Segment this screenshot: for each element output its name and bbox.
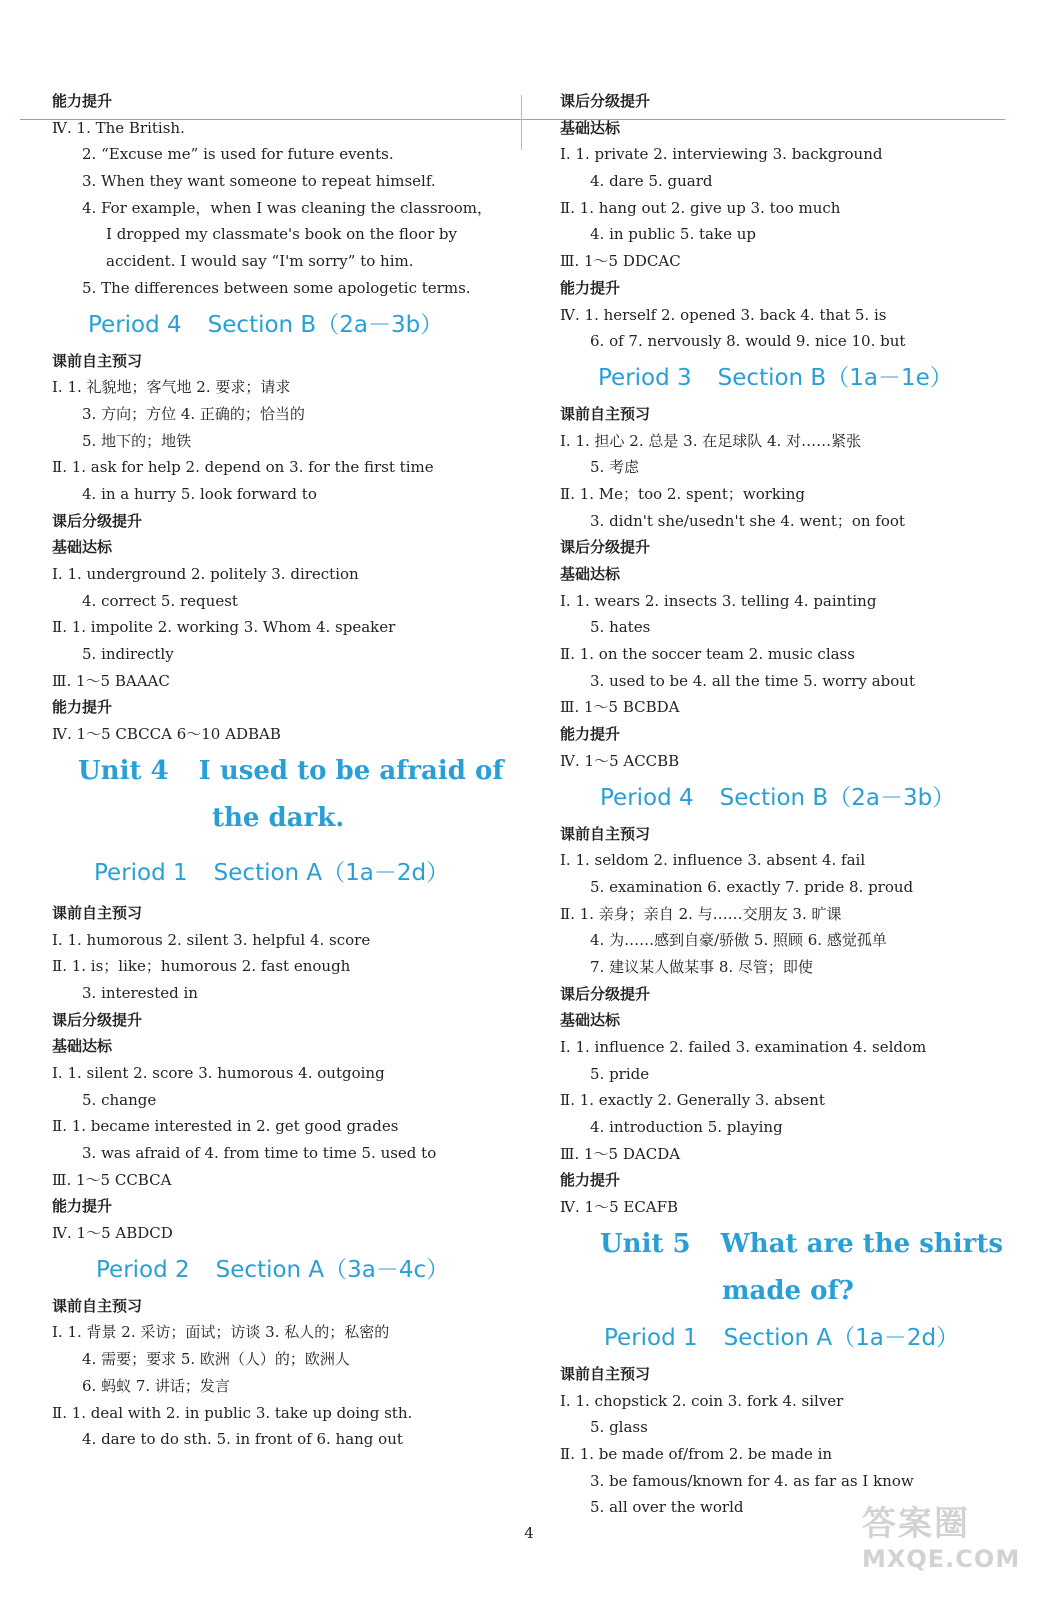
- heading-basic: 基础达标: [52, 1037, 113, 1056]
- answer-line: Ⅱ. 1. hang out 2. give up 3. too much: [560, 198, 841, 217]
- period-label: Period 2: [96, 1256, 190, 1283]
- answer-line: Ⅱ. 1. exactly 2. Generally 3. absent: [560, 1091, 825, 1110]
- answer-line: 7. 建议某人做某事 8. 尽管；即使: [590, 957, 813, 976]
- answer-line: 4. in a hurry 5. look forward to: [82, 484, 317, 503]
- answer-line: Ⅳ. 1～5 ABDCD: [52, 1224, 173, 1243]
- answer-line: 3. be famous/known for 4. as far as I know: [590, 1471, 914, 1490]
- unit-title: I used to be afraid of: [198, 755, 504, 786]
- unit-heading-cont: [52, 795, 492, 842]
- heading-preview: 课前自主预习: [560, 1364, 651, 1383]
- heading-after-class: 课后分级提升: [560, 92, 651, 110]
- answer-line: Ⅰ. 1. 担心 2. 总是 3. 在足球队 4. 对……紧张: [560, 431, 862, 450]
- section-label: Section B（2a－3b）: [719, 784, 956, 811]
- answer-line: Ⅰ. 1. private 2. interviewing 3. background: [560, 145, 883, 164]
- answer-line: 3. When they want someone to repeat himself.: [82, 172, 436, 191]
- watermark-logo: [862, 1496, 1042, 1596]
- unit-number: Unit 5: [600, 1228, 691, 1259]
- answer-line: Ⅳ. 1. The British.: [52, 118, 185, 137]
- heading-preview: 课前自主预习: [560, 404, 651, 423]
- answer-line: Ⅱ. 1. ask for help 2. depend on 3. for the first time: [52, 458, 434, 477]
- period-label: Period 1: [94, 859, 188, 886]
- answer-line: Ⅱ. 1. on the soccer team 2. music class: [560, 645, 855, 664]
- answer-line: 5. The differences between some apologetic terms.: [82, 278, 471, 297]
- period-heading: [560, 775, 1000, 821]
- answer-line: 3. didn't she/usedn't she 4. went；on foot: [590, 511, 905, 530]
- heading-preview: 课前自主预习: [52, 1296, 143, 1315]
- section-label: Section A（1a－2d）: [723, 1324, 960, 1351]
- period-heading: [560, 355, 1000, 401]
- heading-ability: 能力提升: [52, 92, 113, 110]
- answer-line: 5. 考虑: [590, 458, 640, 477]
- heading-ability: 能力提升: [52, 1197, 113, 1216]
- answer-line: Ⅰ. 1. wears 2. insects 3. telling 4. painting: [560, 591, 877, 610]
- answer-line: 6. of 7. nervously 8. would 9. nice 10. but: [590, 332, 906, 351]
- period-heading: [52, 302, 492, 348]
- answer-line: I dropped my classmate's book on the floor by: [106, 225, 458, 244]
- answer-line: Ⅳ. 1. herself 2. opened 3. back 4. that 5. is: [560, 305, 887, 324]
- answer-line: 6. 蚂蚁 7. 讲话；发言: [82, 1376, 230, 1395]
- answer-line: 5. 地下的；地铁: [82, 431, 192, 450]
- answer-line: 4. 为……感到自豪/骄傲 5. 照顾 6. 感觉孤单: [590, 931, 887, 950]
- answer-line: 4. For example，when I was cleaning the classroom，: [82, 198, 492, 217]
- answer-line: 4. 需要；要求 5. 欧洲（人）的；欧洲人: [82, 1350, 350, 1369]
- answer-line: Ⅱ. 1. impolite 2. working 3. Whom 4. speaker: [52, 618, 396, 637]
- unit-heading: [52, 748, 504, 795]
- period-label: Period 3: [598, 364, 692, 391]
- period-label: Period 4: [600, 784, 694, 811]
- answer-line: 4. in public 5. take up: [590, 225, 756, 244]
- heading-basic: 基础达标: [560, 1011, 621, 1030]
- left-column: [52, 88, 504, 1453]
- answer-line: 3. 方向；方位 4. 正确的；恰当的: [82, 404, 305, 423]
- heading-basic: 基础达标: [560, 565, 621, 583]
- unit-number: Unit 4: [78, 755, 169, 786]
- heading-preview: 课前自主预习: [560, 824, 651, 843]
- heading-preview: 课前自主预习: [52, 903, 143, 922]
- answer-line: 3. was afraid of 4. from time to time 5. used to: [82, 1144, 437, 1162]
- answer-line: 4. introduction 5. playing: [590, 1118, 783, 1137]
- heading-ability: 能力提升: [560, 1171, 621, 1190]
- unit-title: the dark.: [212, 802, 345, 833]
- answer-line: Ⅰ. 1. silent 2. score 3. humorous 4. outgoing: [52, 1063, 385, 1082]
- answer-line: 4. dare to do sth. 5. in front of 6. hang out: [82, 1430, 403, 1449]
- answer-line: 5. all over the world: [590, 1498, 744, 1517]
- heading-ability: 能力提升: [560, 725, 621, 744]
- answer-line: Ⅰ. 1. underground 2. politely 3. direction: [52, 565, 359, 583]
- page-number: 4: [524, 1524, 534, 1542]
- period-heading: [52, 1247, 492, 1293]
- answer-line: Ⅳ. 1～5 ACCBB: [560, 751, 680, 770]
- unit-title: What are the shirts: [720, 1228, 1004, 1259]
- heading-after-class: 课后分级提升: [560, 538, 651, 557]
- period-label: Period 4: [88, 311, 182, 338]
- answer-line: Ⅱ. 1. deal with 2. in public 3. take up doing sth.: [52, 1403, 413, 1422]
- answer-line: Ⅱ. 1. is；like；humorous 2. fast enough: [52, 957, 351, 976]
- answer-line: Ⅳ. 1～5 CBCCA 6～10 ADBAB: [52, 725, 281, 744]
- heading-ability: 能力提升: [560, 278, 621, 297]
- answer-line: 5. indirectly: [82, 645, 174, 664]
- answer-line: 3. used to be 4. all the time 5. worry about: [590, 671, 915, 690]
- watermark-line2: MXQE.COM: [862, 1545, 1021, 1573]
- unit-heading: [560, 1221, 1004, 1268]
- answer-line: Ⅲ. 1～5 BAAAC: [52, 671, 170, 690]
- answer-line: 5. examination 6. exactly 7. pride 8. proud: [590, 877, 914, 896]
- answer-line: Ⅰ. 1. humorous 2. silent 3. helpful 4. score: [52, 930, 371, 949]
- answer-line: Ⅲ. 1～5 BCBDA: [560, 698, 680, 717]
- answer-line: 4. correct 5. request: [82, 591, 238, 610]
- answer-line: Ⅱ. 1. became interested in 2. get good grades: [52, 1117, 399, 1136]
- heading-after-class: 课后分级提升: [560, 984, 651, 1003]
- period-label: Period 1: [604, 1324, 698, 1351]
- section-label: Section A（1a－2d）: [213, 859, 450, 886]
- heading-basic: 基础达标: [560, 118, 621, 137]
- column-divider-mark: [521, 95, 522, 150]
- period-heading: [560, 1315, 1000, 1361]
- unit-heading-cont: [560, 1268, 1000, 1315]
- answer-line: Ⅰ. 1. chopstick 2. coin 3. fork 4. silver: [560, 1391, 844, 1410]
- answer-line: 5. hates: [590, 618, 651, 637]
- answer-line: Ⅲ. 1～5 CCBCA: [52, 1170, 172, 1189]
- heading-ability: 能力提升: [52, 698, 113, 717]
- answer-line: Ⅳ. 1～5 ECAFB: [560, 1198, 679, 1217]
- unit-title: made of?: [722, 1275, 854, 1306]
- heading-preview: 课前自主预习: [52, 351, 143, 370]
- answer-line: Ⅰ. 1. 礼貌地；客气地 2. 要求；请求: [52, 378, 291, 397]
- answer-line: 3. interested in: [82, 983, 198, 1002]
- answer-line: 4. dare 5. guard: [590, 172, 713, 191]
- answer-line: Ⅱ. 1. Me；too 2. spent；working: [560, 484, 806, 503]
- section-label: Section A（3a－4c）: [215, 1256, 450, 1283]
- section-label: Section B（1a－1e）: [717, 364, 953, 391]
- heading-basic: 基础达标: [52, 538, 113, 557]
- answer-line: Ⅲ. 1～5 DACDA: [560, 1144, 681, 1163]
- answer-line: Ⅰ. 1. 背景 2. 采访；面试；访谈 3. 私人的；私密的: [52, 1323, 390, 1342]
- answer-line: accident. I would say “I'm sorry” to him.: [106, 252, 414, 271]
- answer-line: 5. change: [82, 1090, 157, 1109]
- right-column: [560, 88, 1004, 1521]
- answer-line: 5. glass: [590, 1418, 648, 1437]
- answer-line: Ⅲ. 1～5 DDCAC: [560, 252, 681, 271]
- section-label: Section B（2a－3b）: [207, 311, 444, 338]
- period-heading: [52, 850, 492, 896]
- heading-after-class: 课后分级提升: [52, 1010, 143, 1029]
- answer-line: Ⅰ. 1. seldom 2. influence 3. absent 4. fail: [560, 851, 866, 870]
- watermark-line1: 答案圈: [862, 1504, 970, 1544]
- answer-line: Ⅱ. 1. be made of/from 2. be made in: [560, 1444, 833, 1463]
- answer-line: 2. “Excuse me” is used for future events.: [82, 145, 394, 164]
- answer-line: Ⅱ. 1. 亲身；亲自 2. 与……交朋友 3. 旷课: [560, 904, 842, 923]
- answer-line: 5. pride: [590, 1064, 650, 1083]
- heading-after-class: 课后分级提升: [52, 511, 143, 530]
- answer-line: Ⅰ. 1. influence 2. failed 3. examination 4. seldom: [560, 1038, 927, 1056]
